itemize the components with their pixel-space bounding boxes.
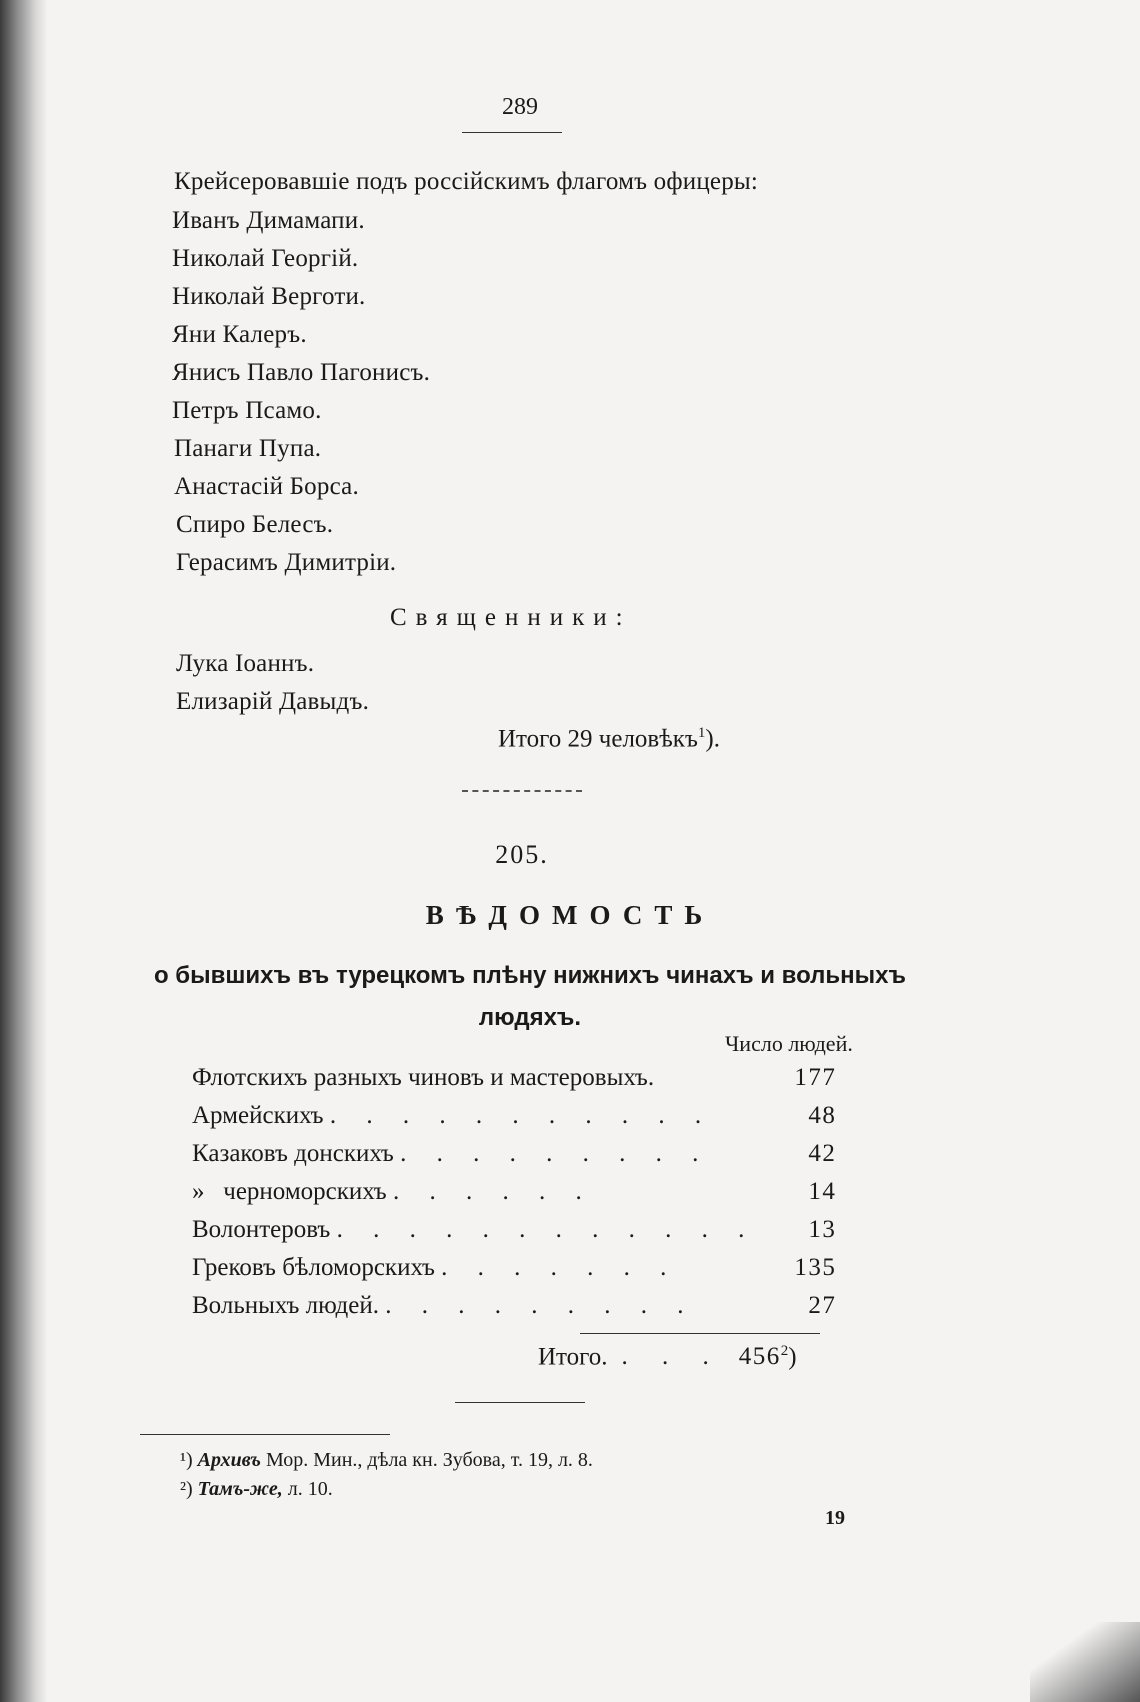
footnote-ref: 1: [697, 725, 706, 741]
priest-name: Лука Іоаннъ.: [176, 650, 315, 677]
document-subtitle: о бывшихъ въ турецкомъ плѣну нижнихъ чинахъ и вольныхъ людяхъ.: [153, 962, 907, 1031]
section-separator: [462, 790, 582, 792]
row-value: 135: [794, 1254, 837, 1281]
row-label: Вольныхъ людей. . . . . . . . . .: [192, 1292, 696, 1319]
statistics-table: [192, 1059, 836, 1325]
officer-name: Иванъ Димамапи.: [172, 207, 365, 234]
row-value: 14: [808, 1178, 837, 1205]
row-value: 13: [808, 1216, 837, 1243]
officer-name: Спиро Белесъ.: [176, 511, 334, 538]
row-label: » черноморскихъ . . . . . .: [192, 1178, 594, 1205]
grand-total-value: 456: [738, 1343, 781, 1371]
officer-name: Яни Калеръ.: [172, 321, 307, 348]
row-value: 48: [808, 1102, 837, 1129]
footnote-ref: 2: [780, 1343, 789, 1359]
footnote-rule: [140, 1434, 390, 1435]
people-total: [498, 725, 720, 753]
row-value: 177: [794, 1064, 837, 1091]
sum-rule: [580, 1333, 820, 1334]
officer-name: Панаги Пупа.: [174, 435, 322, 462]
officer-name: Янисъ Павло Пагонисъ.: [172, 359, 431, 386]
table-row: [192, 1249, 836, 1287]
table-row: [192, 1173, 836, 1211]
table-row: [192, 1135, 836, 1173]
row-label: Казаковъ донскихъ . . . . . . . . .: [192, 1140, 711, 1167]
document-number: 205.: [495, 840, 549, 869]
table-row: [192, 1097, 836, 1135]
priests-heading: Священники:: [390, 604, 632, 631]
row-label: Армейскихъ . . . . . . . . . . .: [192, 1102, 714, 1129]
page-number: 289: [502, 94, 538, 120]
row-value: 27: [808, 1292, 837, 1319]
officer-name: Николай Верготи.: [172, 283, 366, 310]
row-label: Флотскихъ разныхъ чиновъ и мастеровыхъ.: [192, 1064, 655, 1091]
grand-total: [538, 1343, 797, 1371]
footnote: ²) Тамъ-же, л. 10.: [180, 1478, 333, 1500]
officer-name: Николай Георгій.: [172, 245, 359, 272]
scan-shadow-corner: [1030, 1622, 1140, 1702]
table-row: [192, 1059, 836, 1097]
people-total-text: Итого 29 человѣкъ: [498, 725, 698, 753]
document-title: ВѢДОМОСТЬ: [425, 900, 715, 930]
people-total-close: ).: [705, 725, 720, 753]
grand-total-close: ): [788, 1343, 797, 1371]
row-label: Волонтеровъ . . . . . . . . . . . .: [192, 1216, 757, 1243]
grand-total-label: Итого.: [538, 1343, 608, 1371]
footnote: ¹) Архивъ Мор. Мин., дѣла кн. Зубова, т. 19, л. 8.: [180, 1449, 593, 1471]
column-header: Число людей.: [725, 1031, 853, 1056]
scan-shadow-left: [0, 0, 48, 1702]
signature-number: 19: [825, 1507, 845, 1529]
priest-name: Елизарій Давыдъ.: [176, 688, 370, 715]
officers-heading: Крейсеровавшіе подъ россійскимъ флагомъ офицеры:: [174, 168, 759, 195]
row-label: Грековъ бѣломорскихъ . . . . . . .: [192, 1254, 679, 1281]
officer-name: Герасимъ Димитріи.: [176, 549, 397, 576]
officer-name: Анастасій Борса.: [174, 473, 359, 500]
table-row: [192, 1287, 836, 1325]
officer-name: Петръ Псамо.: [172, 397, 322, 424]
header-rule: [462, 132, 562, 133]
grand-total-dots: . . .: [621, 1343, 723, 1371]
row-value: 42: [808, 1140, 837, 1167]
table-row: [192, 1211, 836, 1249]
end-separator: [455, 1402, 585, 1403]
